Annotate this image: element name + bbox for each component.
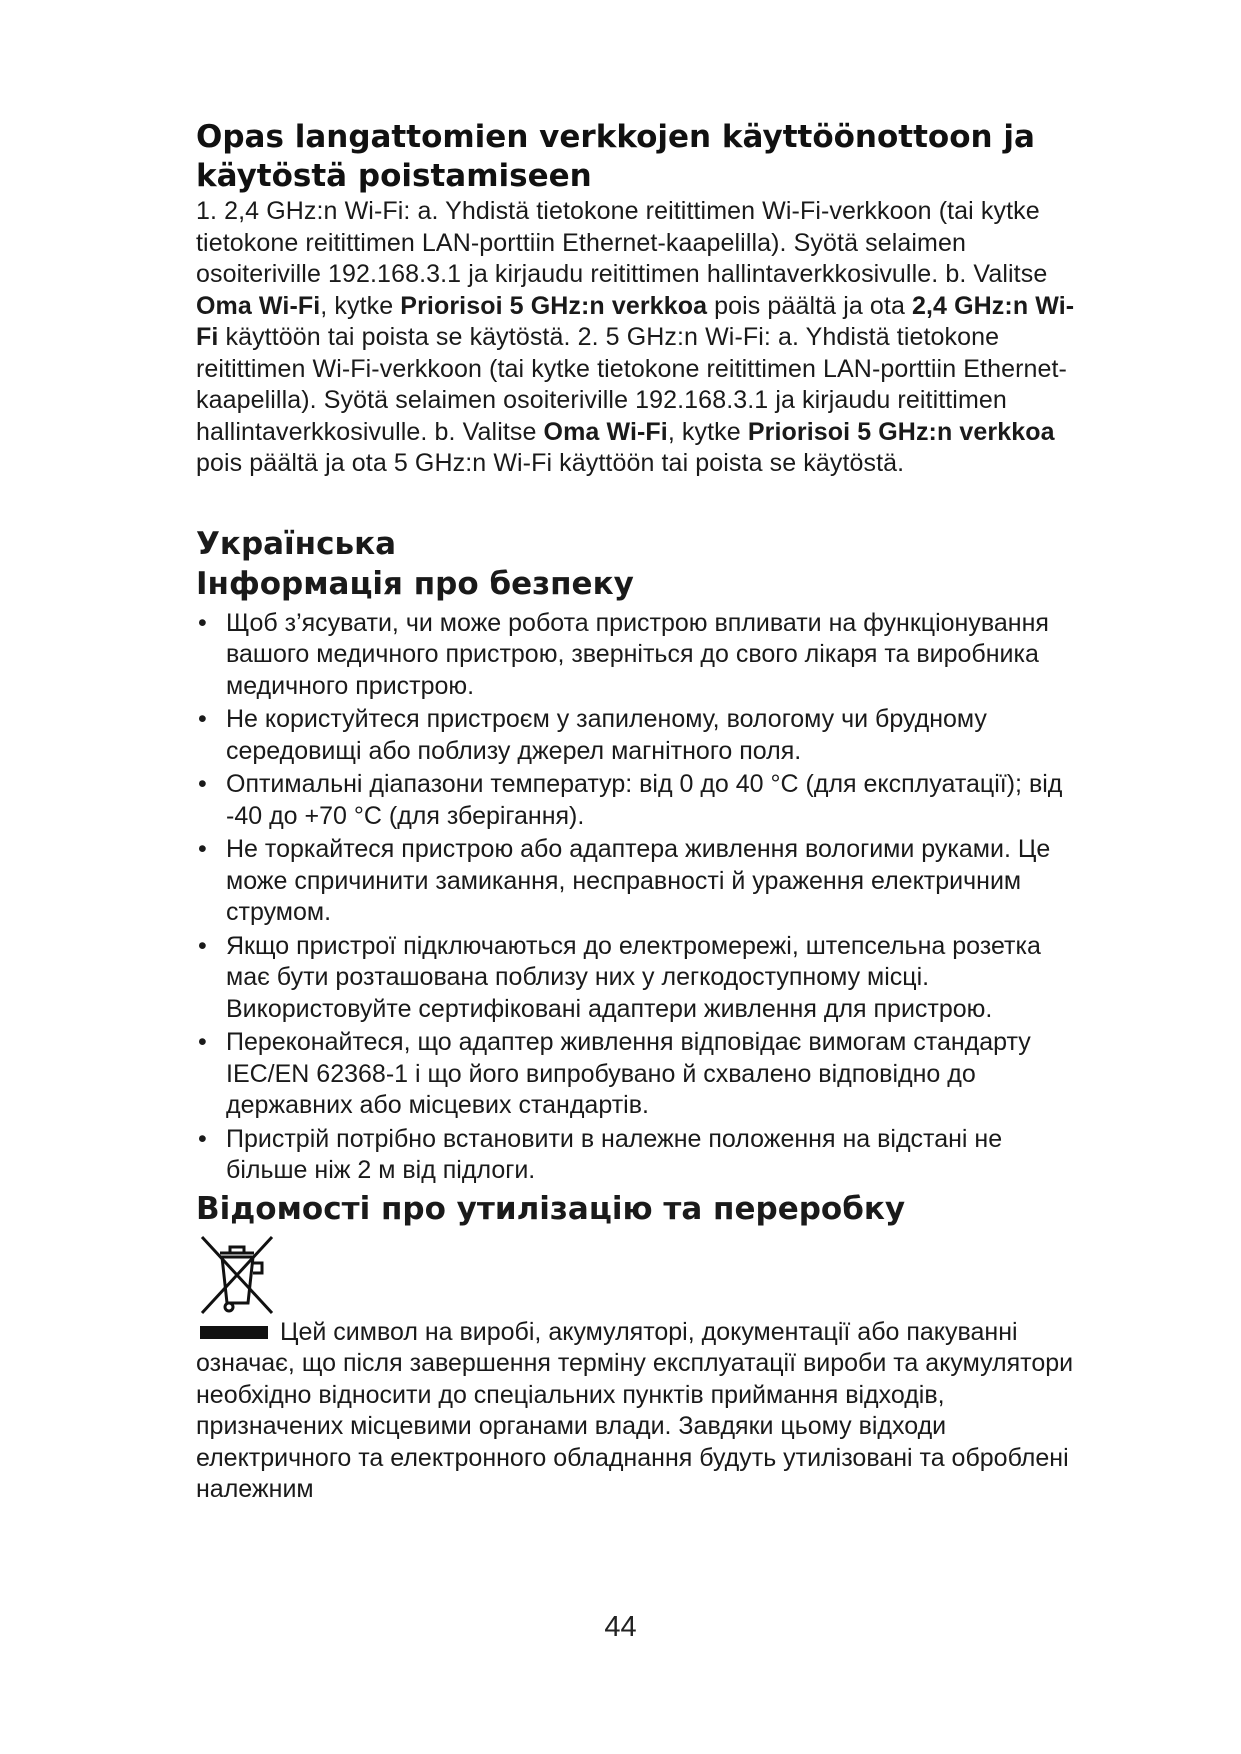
recycling-heading: Відомості про утилізацію та переробку xyxy=(196,1190,906,1227)
list-item: • Оптимальні діапазони температур: від 0 до 40 °C (для експлуатації); від -40 до +70 °C (для зберігання). xyxy=(198,770,1063,830)
language-heading: Українська xyxy=(196,525,397,562)
bullet-icon: • xyxy=(198,770,207,798)
list-item: • Не користуйтеся пристроєм у запиленому, вологому чи брудному середовищі або поблизу джерел магнітного поля. xyxy=(198,705,987,765)
finnish-text-1: 1. 2,4 GHz:n Wi-Fi: a. Yhdistä tietokone reitittimen Wi-Fi-verkkoon (tai kytke tietokone reitittimen LAN-porttiin Ethernet-kaapelilla). Syötä selaimen osoiteriville 192.168.3.1 ja kirjaudu reitittimen hallintaverkkosivulle. b. Valitse xyxy=(196,197,1048,288)
bullet-icon: • xyxy=(198,705,207,733)
finnish-text-6: pois päältä ja ota 5 GHz:n Wi-Fi käyttöön tai poista se käytöstä. xyxy=(196,449,905,477)
finnish-text-4: käyttöön tai poista se käytöstä. 2. 5 GHz:n Wi-Fi: a. Yhdistä tietokone reitittimen Wi-Fi-verkkoon (tai kytke tietokone reitittimen LAN-porttiin Ethernet-kaapelilla). Syötä selaimen osoiteriville 192.168.3.1 ja kirjaudu reitittimen hallintaverkkosivulle. b. Valitse xyxy=(196,323,1067,446)
bullet-icon: • xyxy=(198,1028,207,1056)
finnish-bold-prioritize-1: Priorisoi 5 GHz:n verkkoa xyxy=(400,291,708,320)
list-item: • Якщо пристрої підключаються до електромережі, штепсельна розетка має бути розташована поблизу них у легкодоступному місці. Використовуйте сертифіковані адаптери живлення для пристрою. xyxy=(198,931,1041,1023)
weee-underline-bar xyxy=(200,1326,268,1339)
finnish-bold-my-wifi-2: Oma Wi-Fi xyxy=(543,417,668,446)
finnish-text-2: , kytke xyxy=(320,291,401,320)
finnish-text-5: , kytke xyxy=(667,417,748,446)
finnish-bold-my-wifi-1: Oma Wi-Fi xyxy=(196,291,321,320)
bullet-icon: • xyxy=(198,1124,207,1153)
list-item: • Не торкайтеся пристрою або адаптера живлення вологими руками. Це може спричинити замикання, несправності й ураження електричним струмом. xyxy=(198,835,1051,926)
list-item: • Щоб з’ясувати, чи може робота пристрою впливати на функціонування вашого медичного пристрою, зверніться до свого лікаря та виробника медичного пристрою. xyxy=(198,608,1049,700)
page-number: 44 xyxy=(604,1611,637,1643)
finnish-instructions xyxy=(196,196,1076,480)
document-page xyxy=(196,118,1076,1506)
finnish-bold-prioritize-2: Priorisoi 5 GHz:n verkkoa xyxy=(747,417,1055,446)
finnish-section-title: Opas langattomien verkkojen käyttöönottoon ja käytöstä poistamiseen xyxy=(196,119,1035,194)
safety-info-heading: Інформація про безпеку xyxy=(196,565,634,602)
bullet-icon: • xyxy=(198,931,207,960)
finnish-bold-24ghz: 2,4 GHz:n Wi-Fi xyxy=(196,291,1075,351)
list-item: • Переконайтеся, що адаптер живлення відповідає вимогам стандарту IEC/EN 62368-1 і що його випробувано й схвалено відповідно до державних або місцевих стандартів. xyxy=(198,1028,1031,1119)
list-item: • Пристрій потрібно встановити в належне положення на відстані не більше ніж 2 м від підлоги. xyxy=(198,1124,1003,1184)
bullet-icon: • xyxy=(198,835,207,863)
crossed-out-wheelie-bin-icon xyxy=(196,1233,278,1317)
safety-list xyxy=(196,608,1076,1187)
recycling-text: Цей символ на виробі, акумуляторі, документації або пакуванні означає, що після завершення терміну експлуатації вироби та акумулятори необхідно відносити до спеціальних пунктів приймання відходів, призначених місцевими органами влади. Завдяки цьому відходи електричного та електронного обладнання будуть утилізовані та оброблені належним xyxy=(196,1317,1074,1503)
finnish-text-3: pois päältä ja ota xyxy=(707,291,912,320)
bullet-icon: • xyxy=(198,608,207,637)
